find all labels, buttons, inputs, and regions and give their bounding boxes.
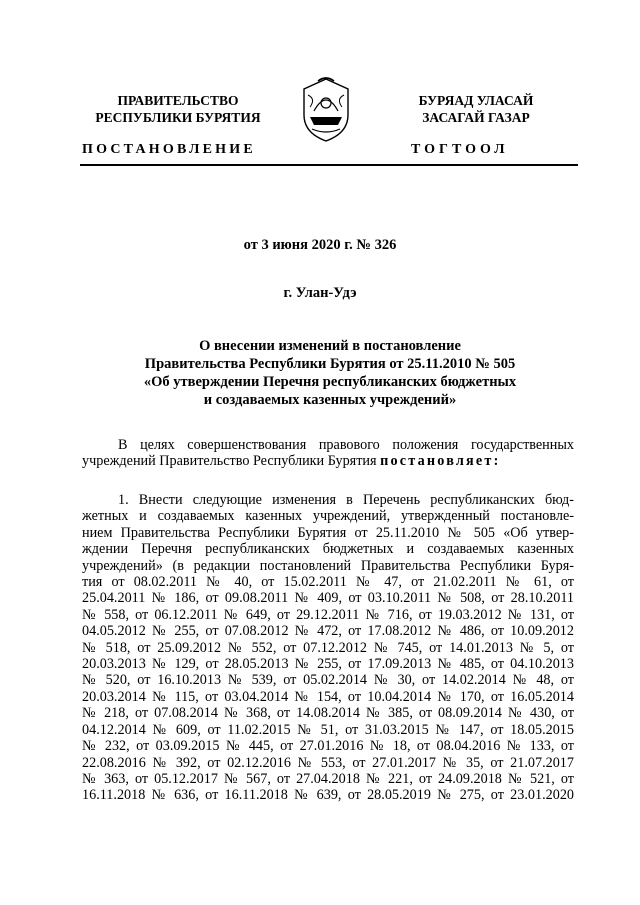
document-city: г. Улан-Удэ — [283, 285, 357, 301]
header-left-organization — [58, 92, 298, 126]
item-1-line: 16.11.2018 № 636, от 16.11.2018 № 639, от 28.05.2019 № 275, от 23.01.2020 — [82, 787, 574, 804]
document-title — [0, 337, 640, 409]
item-1-line: ждении Перечня республиканских бюджетных и создаваемых казенных — [82, 541, 574, 558]
title-line: О внесении изменений в постановление — [199, 338, 461, 354]
title-line: «Об утверждении Перечня республиканских бюджетных — [143, 374, 517, 390]
doc-type-right: ТОГТООЛ — [411, 142, 509, 157]
item-1-line: № 558, от 06.12.2011 № 649, от 29.12.2011 № 716, от 19.03.2012 № 131, от — [82, 606, 574, 623]
preamble-line-2 — [82, 453, 574, 469]
item-1-line: 20.03.2014 № 115, от 03.04.2014 № 154, от 10.04.2014 № 170, от 16.05.2014 — [82, 688, 574, 705]
item-1-line: № 232, от 03.09.2015 № 445, от 27.01.2016 № 18, от 08.04.2016 № 133, от — [82, 738, 574, 755]
item-1-line: 22.08.2016 № 392, от 02.12.2016 № 553, от 27.01.2017 № 35, от 21.07.2017 — [82, 754, 574, 771]
coat-of-arms-icon — [296, 75, 356, 143]
left-org-line-1: ПРАВИТЕЛЬСТВО — [117, 93, 239, 108]
preamble-paragraph — [82, 437, 574, 470]
item-1-line: 04.05.2012 № 255, от 07.08.2012 № 472, от 17.08.2012 № 486, от 10.09.2012 — [82, 623, 574, 640]
item-1-line: № 363, от 05.12.2017 № 567, от 27.04.2018 № 221, от 24.09.2018 № 521, от — [82, 770, 574, 787]
item-1-line: нием Правительства Республики Бурятия от 25.11.2010 № 505 «Об утвер- — [82, 524, 574, 541]
item-1-line: № 520, от 16.10.2013 № 539, от 05.02.2014 № 30, от 14.02.2014 № 48, от — [82, 672, 574, 689]
title-line: и создаваемых казенных учреждений» — [203, 392, 457, 408]
item-1-line: жетных и создаваемых казенных учреждений, утвержденный постановле- — [82, 508, 574, 525]
item-1-line: учреждений» (в редакции постановлений Правительства Республики Буря- — [82, 557, 574, 574]
preamble-line-1: В целях совершенствования правового положения государственных — [118, 437, 574, 453]
item-1-line: 20.03.2013 № 129, от 28.05.2013 № 255, от 17.09.2013 № 485, от 04.10.2013 — [82, 656, 574, 673]
header-right-organization — [356, 92, 596, 126]
right-org-line-1: БУРЯАД УЛАСАЙ — [418, 93, 534, 108]
doc-type-left: ПОСТАНОВЛЕНИЕ — [82, 142, 256, 157]
preamble-text: учреждений Правительство Республики Бурятия — [82, 453, 381, 470]
item-1-line: тия от 08.02.2011 № 40, от 15.02.2011 № 47, от 21.02.2011 № 61, от — [82, 574, 574, 591]
item-1-line: 1. Внести следующие изменения в Перечень республиканских бюд- — [118, 492, 574, 508]
item-1-paragraph — [82, 492, 574, 804]
decree-word: постановляет: — [380, 453, 501, 470]
document-date-number: от 3 июня 2020 г. № 326 — [243, 237, 397, 253]
item-1-line: 25.04.2011 № 186, от 09.08.2011 № 409, от 03.10.2011 № 508, от 28.10.2011 — [82, 590, 574, 607]
item-1-line: № 518, от 25.09.2012 № 552, от 07.12.2012 № 745, от 14.01.2013 № 5, от — [82, 639, 574, 656]
item-1-line: 04.12.2014 № 609, от 11.02.2015 № 51, от 31.03.2015 № 147, от 18.05.2015 — [82, 721, 574, 738]
left-org-line-2: РЕСПУБЛИКИ БУРЯТИЯ — [95, 110, 261, 125]
title-line: Правительства Республики Бурятия от 25.11.2010 № 505 — [144, 356, 516, 372]
item-1-line: № 218, от 07.08.2014 № 368, от 14.08.2014 № 385, от 08.09.2014 № 430, от — [82, 705, 574, 722]
header-divider — [80, 164, 578, 166]
right-org-line-2: ЗАСАГАЙ ГАЗАР — [422, 110, 530, 125]
